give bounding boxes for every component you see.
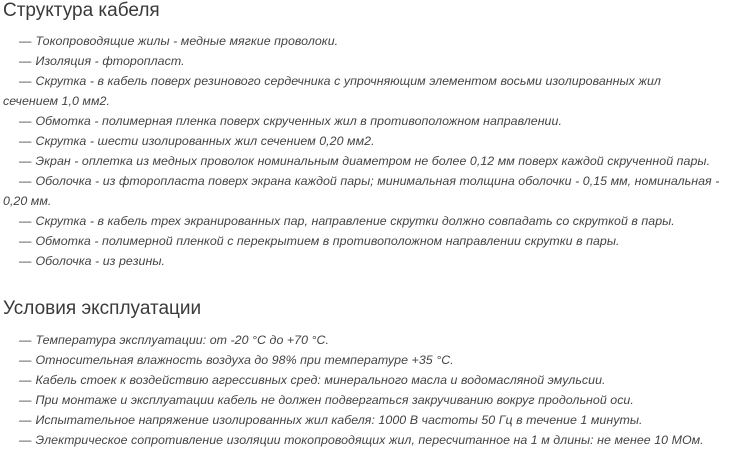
list-item: — Токопроводящие жилы - медные мягкие проволоки. <box>19 34 339 48</box>
list-item: — Оболочка - из резины. <box>19 254 165 268</box>
list-item: — Скрутка - в кабель трех экранированных пар, направление скрутки должно совпадать со скруткой в пары. <box>19 214 675 228</box>
list-item: — Кабель стоек к воздействию агрессивных сред: минерального масла и водомасляной эмульсии. <box>19 373 606 387</box>
list-item: — Испытательное напряжение изолированных жил кабеля: 1000 В частоты 50 Гц в течение 1 минуты. <box>19 413 643 427</box>
list-item: — Обмотка - полимерной пленкой с перекрытием в противоположном направлении скрутки в пары. <box>19 234 620 248</box>
list-item: — Электрическое сопротивление изоляции токопроводящих жил, пересчитанное на 1 м длины: не менее 10 МОм. <box>19 433 704 447</box>
em-dash-bullet: — <box>19 373 32 387</box>
list-item: — Оболочка - из фторопласта поверх экрана каждой пары; минимальная толщина оболочки - 0,15 мм, номинальная - 0,20 мм. <box>3 174 720 208</box>
list-item: — Обмотка - полимерная пленка поверх скрученных жил в противоположном направлении. <box>19 114 562 128</box>
list-item: — Изоляция - фторопласт. <box>19 54 185 68</box>
list-item: — Относительная влажность воздуха до 98% при температуре +35 °С. <box>19 353 454 367</box>
list-item: — Скрутка - в кабель поверх резинового сердечника с упрочняющим элементом восьми изолированных жил сечением 1,0 мм2. <box>3 74 661 108</box>
em-dash-bullet: — <box>19 174 32 188</box>
list-item: — Экран - оплетка из медных проволок номинальным диаметром не более 0,12 мм поверх каждой скрученной пары. <box>19 154 711 168</box>
section-title-cable-structure: Структура кабеля <box>3 0 160 21</box>
em-dash-bullet: — <box>19 214 32 228</box>
em-dash-bullet: — <box>19 333 32 347</box>
list-item: — Температура эксплуатации: от -20 °С до +70 °С. <box>19 333 330 347</box>
list-item: — При монтаже и эксплуатации кабель не должен подвергаться закручиванию вокруг продольной оси. <box>19 393 634 407</box>
section-title-operating-conditions: Условия эксплуатации <box>3 298 202 319</box>
em-dash-bullet: — <box>19 134 32 148</box>
em-dash-bullet: — <box>19 433 32 447</box>
list-item: — Скрутка - шести изолированных жил сечением 0,20 мм2. <box>19 134 375 148</box>
em-dash-bullet: — <box>19 34 32 48</box>
em-dash-bullet: — <box>19 154 32 168</box>
em-dash-bullet: — <box>19 114 32 128</box>
em-dash-bullet: — <box>19 413 32 427</box>
em-dash-bullet: — <box>19 54 32 68</box>
operating-conditions-section <box>0 298 732 450</box>
operating-conditions-list <box>0 330 732 450</box>
em-dash-bullet: — <box>19 74 32 88</box>
cable-structure-list <box>0 31 732 271</box>
em-dash-bullet: — <box>19 353 32 367</box>
em-dash-bullet: — <box>19 254 32 268</box>
em-dash-bullet: — <box>19 393 32 407</box>
em-dash-bullet: — <box>19 234 32 248</box>
